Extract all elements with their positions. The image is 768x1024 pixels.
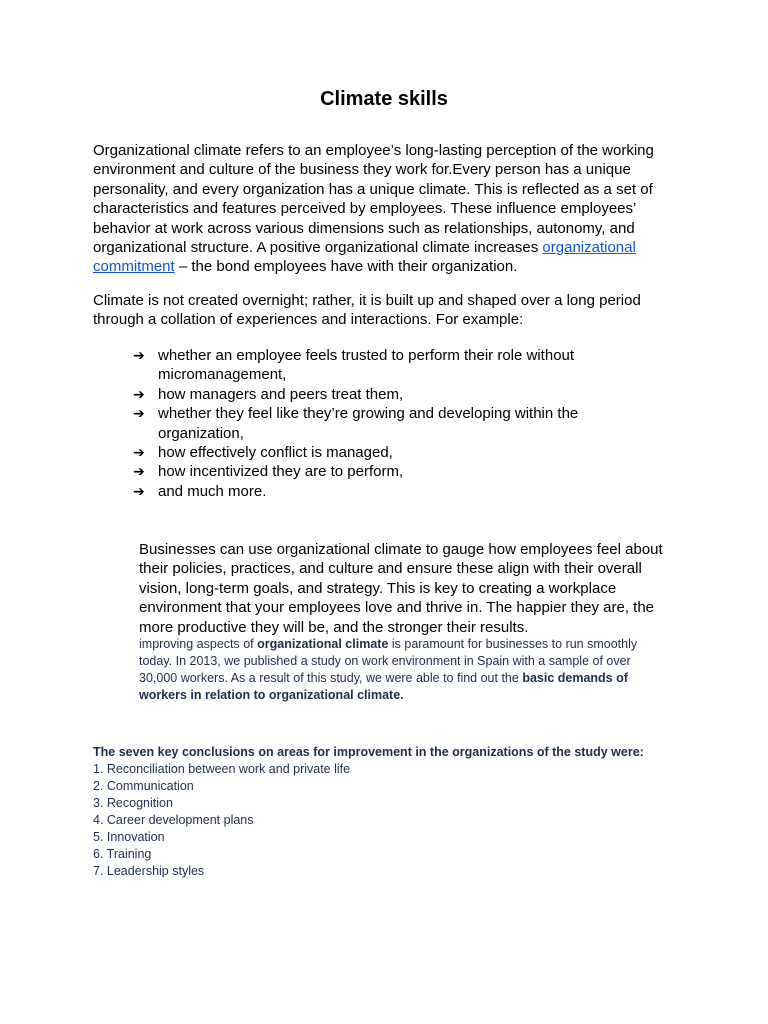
conclusions-section [93, 744, 673, 880]
list-item-text: how managers and peers treat them, [158, 385, 404, 403]
list-item: 6. Training [93, 847, 152, 861]
study-bold-demands: basic demands of workers in relation to organizational climate. [139, 671, 628, 702]
list-item [133, 385, 653, 404]
list-item-text: how effectively conflict is managed, [158, 444, 393, 462]
list-item-text: whether an employee feels trusted to perform their role without micromanagement, [158, 347, 575, 384]
list-item: 3. Recognition [93, 796, 173, 810]
businesses-paragraph: Businesses can use organizational climate to gauge how employees feel about their policies, practices, and culture and ensure these align with their overall vision, long-term goals, and strategy. This is key to creating a workplace environment that your employees love and thrive in. The happier they are, the more productive they will be, and the stronger their results. [139, 541, 663, 636]
study-text-part2: is paramount for businesses to run smoothly today. In 2013, we published a study on work environment in Spain with a sample of over 30,000 workers. As a result of this study, we were able to find out the [139, 637, 638, 685]
list-item [133, 346, 653, 385]
study-text-part1: improving aspects of [139, 637, 258, 651]
organizational-commitment-link[interactable]: organizational commitment [93, 239, 636, 276]
climate-paragraph: Climate is not created overnight; rather, it is built up and shaped over a long period through a collation of experiences and interactions. For example: [93, 292, 641, 329]
list-item-text: whether they feel like they’re growing and developing within the organization, [158, 405, 579, 442]
list-item: 2. Communication [93, 779, 194, 793]
arrow-bullet-icon: ➔ [133, 444, 145, 461]
intro-text-after-link: – the bond employees have with their organization. [174, 258, 518, 276]
intro-text-before-link: Organizational climate refers to an employee’s long-lasting perception of the working environment and culture of the business they work for.Every person has a unique personality, and every organization has a unique climate. This is reflected as a set of characteristics and features perceived by employees. These influence employees’ behavior at work across various dimensions such as relationships, autonomy, and organizational structure. A positive organizational climate increases [93, 142, 654, 257]
study-bold-climate: organizational climate [257, 637, 389, 651]
study-paragraph [139, 636, 669, 704]
arrow-bullet-icon: ➔ [133, 482, 145, 499]
conclusions-heading: The seven key conclusions on areas for improvement in the organizations of the study were: [93, 745, 644, 759]
intro-paragraph [93, 141, 683, 277]
arrow-bullet-icon: ➔ [133, 405, 145, 422]
list-item [133, 462, 653, 481]
list-item [133, 404, 653, 443]
list-item: 4. Career development plans [93, 813, 254, 827]
examples-list [133, 346, 653, 501]
list-item-text: and much more. [158, 482, 267, 500]
list-item [133, 443, 653, 462]
page-title: Climate skills [320, 88, 448, 110]
list-item: 1. Reconciliation between work and private life [93, 762, 351, 776]
list-item [133, 482, 653, 501]
arrow-bullet-icon: ➔ [133, 463, 145, 480]
arrow-bullet-icon: ➔ [133, 347, 145, 363]
list-item-text: how incentivized they are to perform, [158, 463, 404, 481]
conclusions-list [93, 761, 673, 880]
arrow-bullet-icon: ➔ [133, 385, 145, 402]
list-item: 5. Innovation [93, 830, 165, 844]
list-item: 7. Leadership styles [93, 864, 205, 878]
